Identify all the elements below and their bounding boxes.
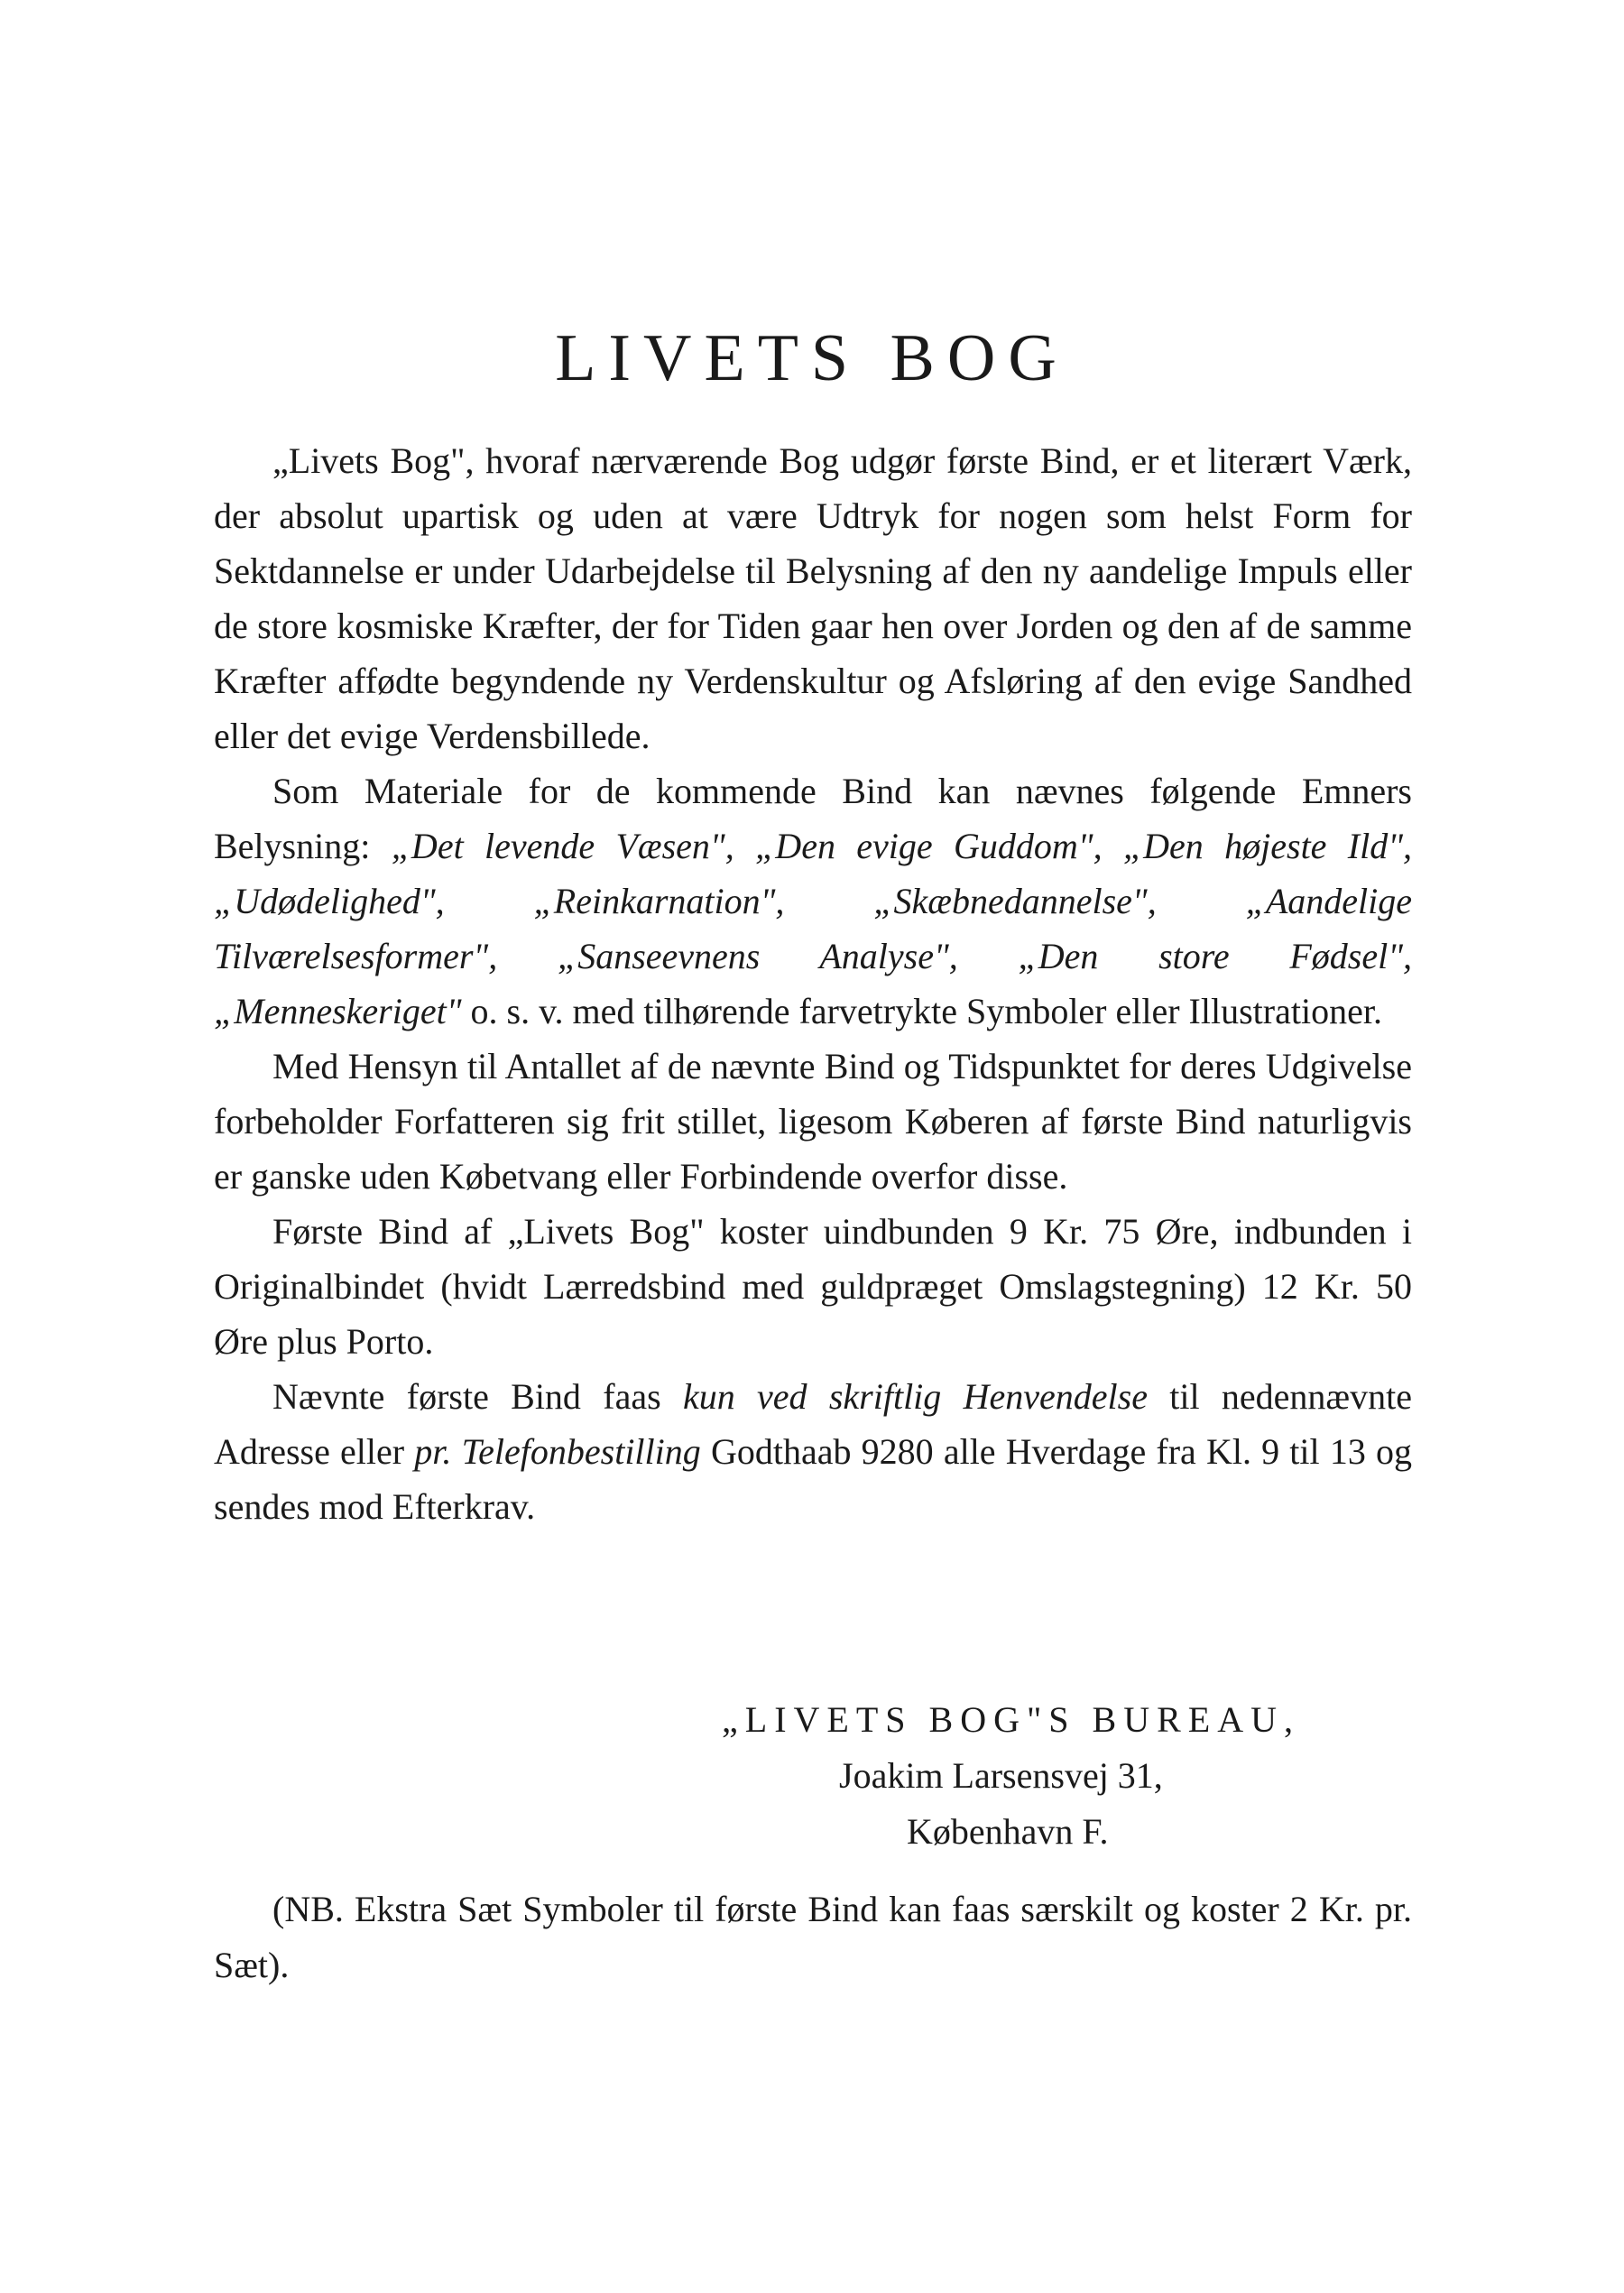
text-run: Med Hensyn til Antallet af de nævnte Bind og Tidspunktet for deres Udgivelse forbeholder Forfatteren sig frit stillet, ligesom Køberen af første Bind naturligvis er ganske uden Købetvang eller Forbindende overfor disse. xyxy=(214,1046,1412,1197)
body-text xyxy=(214,433,1412,1534)
text-run: Nævnte første Bind faas xyxy=(272,1376,683,1417)
paragraph-price xyxy=(214,1204,1412,1369)
bureau-name: „LIVETS BOG"S BUREAU, xyxy=(722,1699,1300,1740)
paragraph-intro xyxy=(214,433,1412,763)
bureau-street: Joakim Larsensvej 31, xyxy=(839,1755,1163,1796)
italic-text-run: „Det levende Væsen", „Den evige Guddom", „Den højeste Ild", „Udødelighed", „Reinkarnation", „Skæbnedannelse", „Aandelige Tilværelsesformer", „Sanseevnens Analyse", „Den store Fødsel", „Menneskeriget" xyxy=(214,826,1413,1031)
text-run: Som Materiale for de kommende Bind kan nævnes følgende Emners Belysning: xyxy=(214,771,1412,866)
text-run: o. s. v. med tilhørende farvetrykte Symboler eller Illustrationer. xyxy=(461,991,1382,1031)
paragraph-topics xyxy=(214,763,1412,1039)
italic-text-run: pr. Telefonbestilling xyxy=(414,1431,701,1472)
text-run: Godthaab 9280 alle Hverdage fra Kl. 9 til 13 og sendes mod Efterkrav. xyxy=(214,1431,1413,1527)
paragraph-ordering xyxy=(214,1369,1412,1534)
bureau-city: København F. xyxy=(907,1811,1109,1852)
nb-note: (NB. Ekstra Sæt Symboler til første Bind kan faas særskilt og koster 2 Kr. pr. Sæt). xyxy=(214,1889,1412,1985)
text-run: Første Bind af „Livets Bog" koster uindbunden 9 Kr. 75 Øre, indbunden i Originalbindet (hvidt Lærredsbind med guldpræget Omslagstegning) 12 Kr. 50 Øre plus Porto. xyxy=(214,1211,1412,1362)
paragraph-publication xyxy=(214,1039,1412,1204)
page-title: LIVETS BOG xyxy=(555,321,1069,395)
signature-block xyxy=(722,1692,1300,1860)
italic-text-run: kun ved skriftlig Henvendelse xyxy=(682,1376,1148,1417)
text-run: til nedennævnte Adresse eller xyxy=(214,1376,1412,1472)
text-run: „Livets Bog", hvoraf nærværende Bog udgør første Bind, er et literært Værk, der absolut upartisk og uden at være Udtryk for nogen som helst Form for Sektdannelse er under Udarbejdelse til Belysning af den ny aandelige Impuls eller de store kosmiske Kræfter, der for Tiden gaar hen over Jorden og den af de samme Kræfter affødte begyndende ny Verdenskultur og Afsløring af den evige Sandhed eller det evige Verdensbillede. xyxy=(214,440,1412,756)
